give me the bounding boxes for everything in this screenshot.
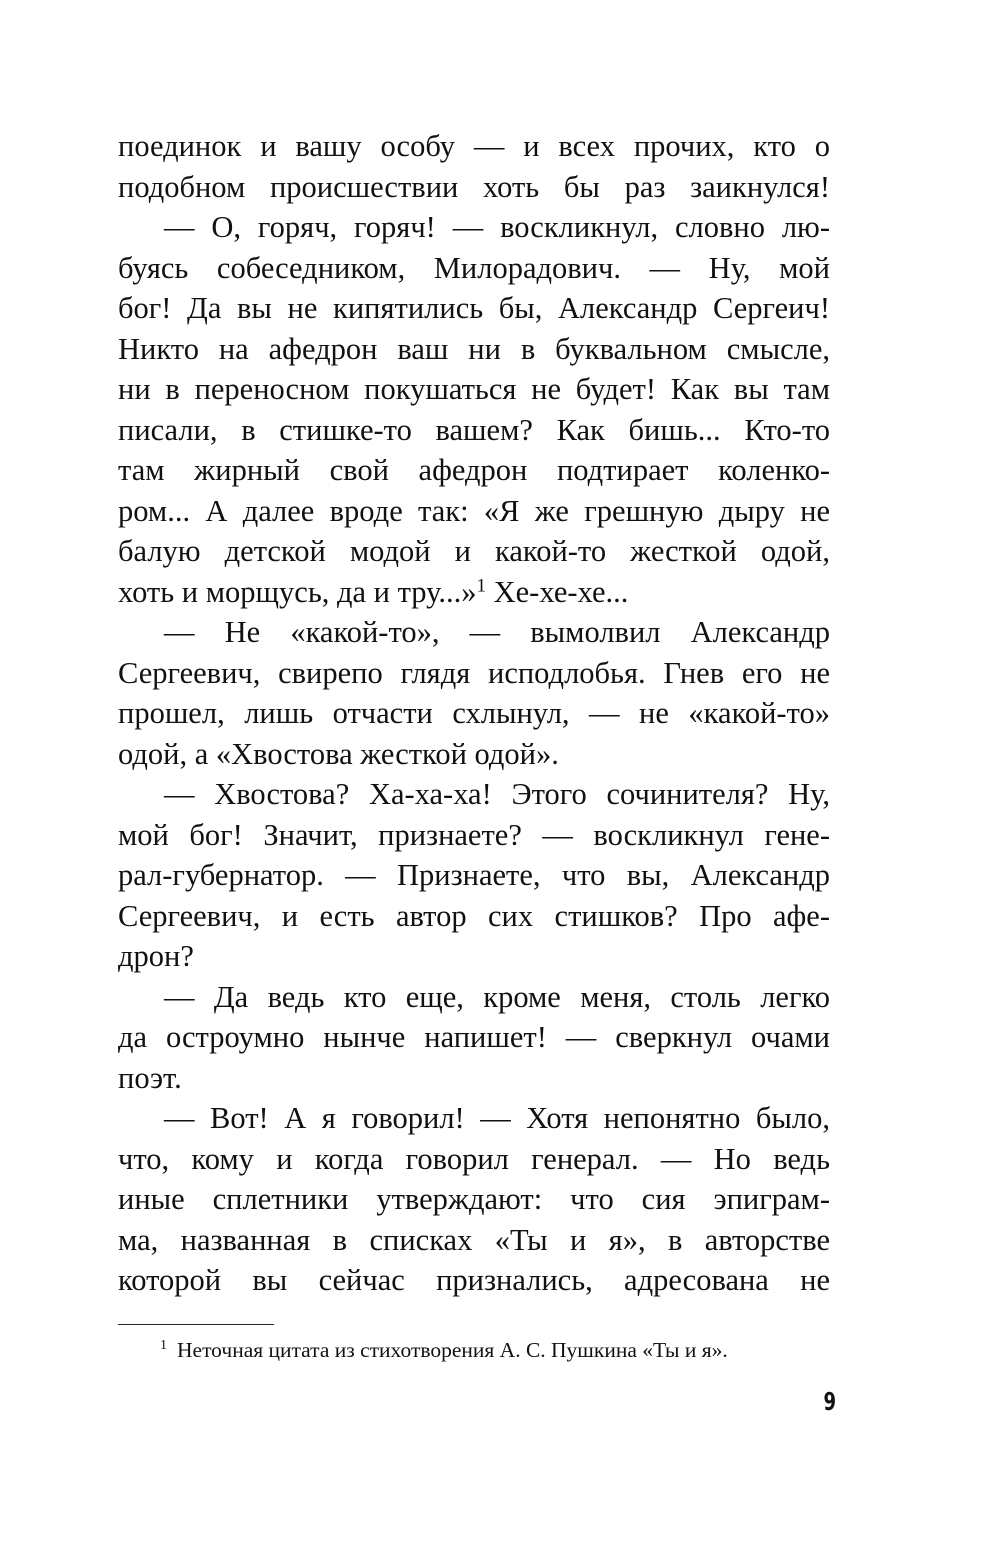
text-line: подобном происшествии хоть бы раз заикнулся! [118,169,830,204]
footnote [160,1336,840,1364]
footnote-reference[interactable]: 1 [476,575,486,597]
text-line: писали, в стишке-то вашем? Как бишь... Кто-то [118,412,830,447]
text-line: поэт. [118,1060,182,1095]
text-line: одой, а «Хвостова жесткой одой». [118,736,559,771]
text-line: что, кому и когда говорил генерал. — Но ведь [118,1141,830,1176]
text-line: дрон? [118,939,194,973]
laugh-text: Хе-хе-хе... [493,574,629,609]
text-line: мой бог! Значит, признаете? — воскликнул гене- [118,817,830,852]
text-line: Сергеевич, и есть автор сих стишков? Про афе- [118,898,830,933]
text-line: ма, названная в списках «Ты и я», в авторстве [118,1222,830,1257]
text-line: — Вот! А я говорил! — Хотя непонятно было, [164,1101,830,1135]
text-line: — О, горяч, горяч! — воскликнул, словно лю- [164,210,830,244]
text-line: ни в переносном покушаться не будет! Как вы там [118,372,830,406]
text-line: балую детской модой и какой-то жесткой одой, [118,534,830,568]
footnote-text: Неточная цитата из стихотворения А. С. Пушкина «Ты и я». [177,1338,728,1362]
quote-end-text: хоть и морщусь, да и тру...» [118,574,477,609]
text-line: там жирный свой афедрон подтирает коленко- [118,453,830,487]
text-line: прошел, лишь отчасти схлынул, — не «какой-то» [118,696,830,730]
page-number: 9 [823,1387,836,1416]
text-line: поединок и вашу особу — и всех прочих, кто о [118,129,830,163]
text-line: Сергеевич, свирепо глядя исподлобья. Гнев его не [118,655,830,690]
text-line: рал-губернатор. — Признаете, что вы, Александр [118,858,830,892]
text-line: бог! Да вы не кипятились бы, Александр Сергеич! [118,291,830,325]
text-line: Никто на афедрон ваш ни в буквальном смысле, [118,331,830,366]
text-line: буясь собеседником, Милорадович. — Ну, мой [118,250,830,285]
body-text [118,126,830,1301]
text-line: — Хвостова? Ха-ха-ха! Этого сочинителя? Ну, [164,777,830,811]
text-line: да остроумно нынче напишет! — сверкнул очами [118,1020,830,1054]
text-line [118,572,830,613]
text-line: ром... А далее вроде так: «Я же грешную дыру не [118,493,830,528]
text-line: иные сплетники утверждают: что сия эпиграм- [118,1182,830,1216]
text-line: — Не «какой-то», — вымолвил Александр [164,615,830,649]
footnote-divider [118,1324,274,1325]
footnote-mark: 1 [160,1337,167,1353]
text-line: — Да ведь кто еще, кроме меня, столь легко [164,979,830,1014]
text-line: которой вы сейчас признались, адресована не [118,1263,830,1297]
